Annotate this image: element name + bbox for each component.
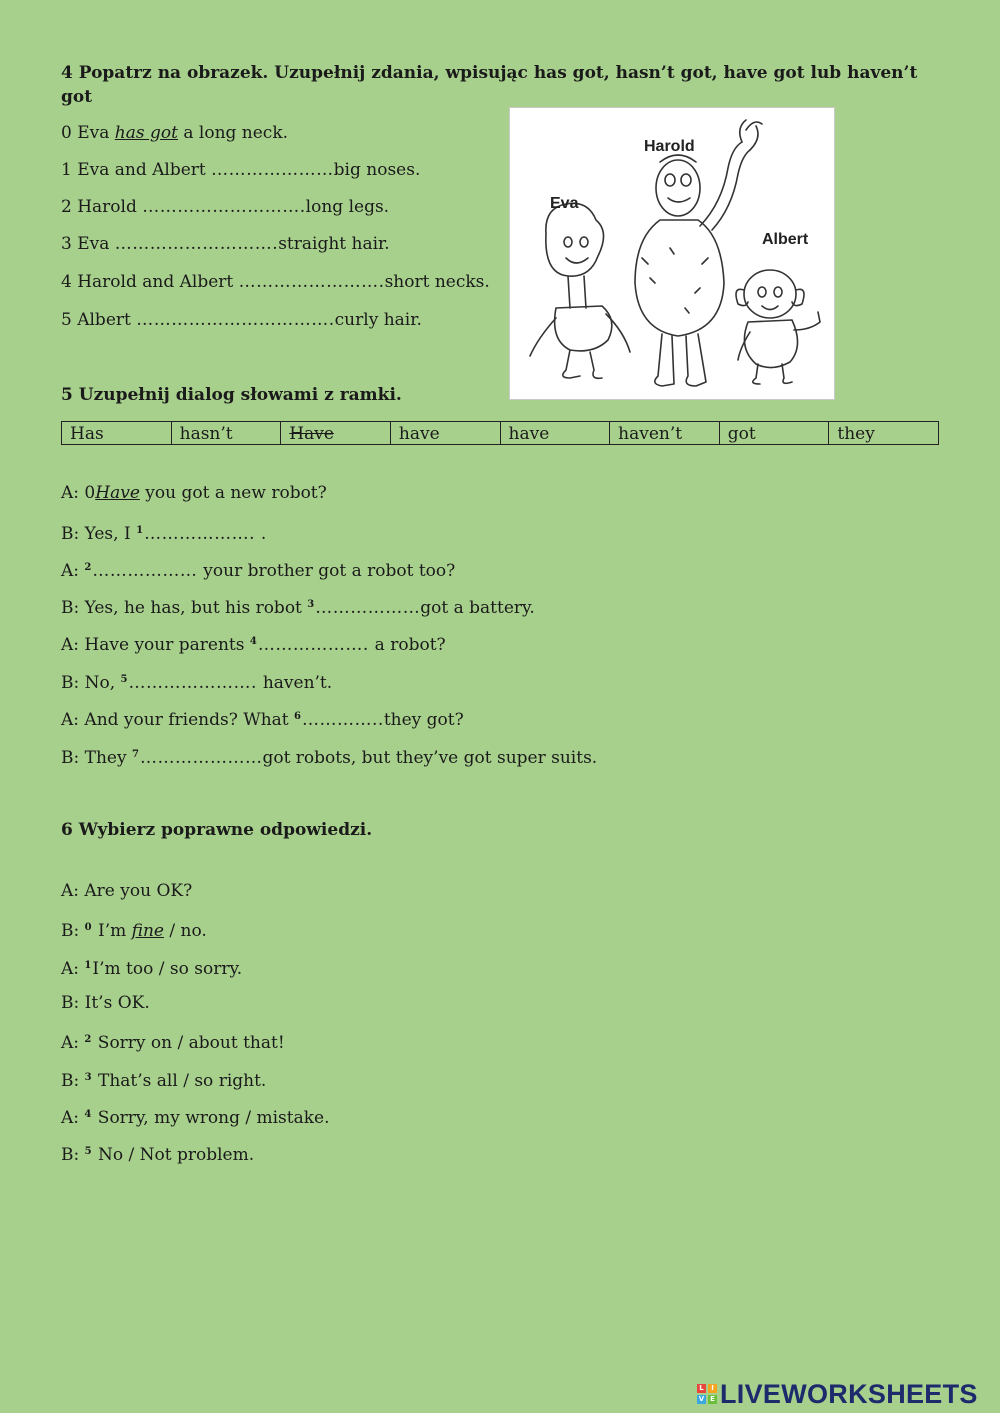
ex4-item-2: 2 Harold ……………………….long legs. [61, 197, 390, 217]
answer-blank[interactable]: ……………… [315, 598, 421, 618]
word-box-cell: Has [62, 422, 172, 445]
answer-blank[interactable]: …………………. [128, 673, 263, 693]
eva-label: Eva [550, 195, 579, 212]
ex5-line-1: B: Yes, I $^1$………………. . [61, 524, 267, 544]
ex6-line-6: B: $^5$ No / Not problem. [61, 1145, 255, 1165]
word-box-cell: got [719, 422, 829, 445]
ex4-example-answer: has got [114, 123, 178, 143]
ex5-example-answer: Have [95, 483, 140, 503]
characters-illustration [510, 108, 835, 400]
answer-blank[interactable]: ………………………. [114, 234, 279, 254]
logo-tiles-icon: L I V E [697, 1384, 717, 1404]
logo-text: LIVEWORKSHEETS [720, 1378, 978, 1409]
answer-blank[interactable]: ………………… [211, 160, 334, 180]
ex6-line-4: B: $^3$ That’s all / so right. [61, 1071, 267, 1091]
ex5-line-3: B: Yes, he has, but his robot $^3$………………got a battery. [61, 598, 535, 618]
choice-text[interactable]: Sorry, my wrong / mistake. [92, 1108, 330, 1128]
answer-blank[interactable]: ………………. [257, 635, 375, 655]
ex6-line-2: B: It’s OK. [61, 993, 150, 1013]
answer-blank[interactable]: ………….. [302, 710, 384, 730]
ex6-first-line: A: Are you OK? [61, 881, 193, 901]
liveworksheets-logo[interactable] [697, 1378, 978, 1410]
ex6-line-3: A: $^2$ Sorry on / about that! [61, 1033, 285, 1053]
ex5-example: A: 0Have you got a new robot? [61, 483, 327, 503]
word-box-cell-used: Have [281, 422, 391, 445]
word-box [61, 421, 939, 445]
answer-blank[interactable]: ……………… [92, 561, 204, 581]
choice-text[interactable]: No / Not problem. [92, 1145, 255, 1165]
ex6-example-answer: fine [131, 921, 164, 941]
answer-blank[interactable]: ……………………. [238, 272, 385, 292]
word-box-cell: haven’t [610, 422, 720, 445]
word-box-cell: hasn’t [171, 422, 281, 445]
ex5-line-5: B: No, $^5$…………………. haven’t. [61, 673, 333, 693]
exercise-4-heading: 4 Popatrz na obrazek. Uzupełnij zdania, wpisując has got, hasn’t got, have got lub haven’t got [61, 63, 918, 107]
characters-picture [509, 107, 835, 400]
ex5-line-2: A: $^2$……………… your brother got a robot too? [61, 561, 456, 581]
ex4-item-3: 3 Eva ……………………….straight hair. [61, 234, 390, 254]
answer-blank[interactable]: ………………. . [144, 524, 267, 544]
ex6-example: B: $^0$ I’m fine / no. [61, 921, 207, 941]
ex5-line-7: B: They $^7$…………………got robots, but they’ve got super suits. [61, 748, 598, 768]
exercise-6-heading: 6 Wybierz poprawne odpowiedzi. [61, 820, 373, 840]
choice-text[interactable]: Sorry on / about that! [92, 1033, 285, 1053]
ex4-example: 0 Eva has got a long neck. [61, 123, 289, 143]
answer-blank[interactable]: ………………… [139, 748, 263, 768]
ex6-line-5: A: $^4$ Sorry, my wrong / mistake. [61, 1108, 330, 1128]
ex5-line-6: A: And your friends? What $^6$…………..they got? [61, 710, 464, 730]
ex4-item-1: 1 Eva and Albert …………………big noses. [61, 160, 421, 180]
word-box-cell: have [500, 422, 610, 445]
ex5-line-4: A: Have your parents $^4$………………. a robot? [61, 635, 446, 655]
harold-label: Harold [644, 138, 695, 155]
word-box-cell: have [390, 422, 500, 445]
choice-text[interactable]: I’m too / so sorry. [92, 959, 243, 979]
exercise-5-heading: 5 Uzupełnij dialog słowami z ramki. [61, 385, 402, 405]
ex6-line-1: A: $^1$I’m too / so sorry. [61, 959, 243, 979]
answer-blank[interactable]: ………………………. [142, 197, 306, 217]
word-box-cell: they [829, 422, 939, 445]
albert-figure [736, 270, 820, 384]
choice-text[interactable]: That’s all / so right. [92, 1071, 267, 1091]
albert-label: Albert [762, 231, 809, 248]
answer-blank[interactable]: ……………………………. [136, 310, 335, 330]
eva-figure [530, 203, 630, 378]
ex4-item-5: 5 Albert …………………………….curly hair. [61, 310, 422, 330]
ex4-item-4: 4 Harold and Albert …………………….short necks. [61, 272, 490, 292]
